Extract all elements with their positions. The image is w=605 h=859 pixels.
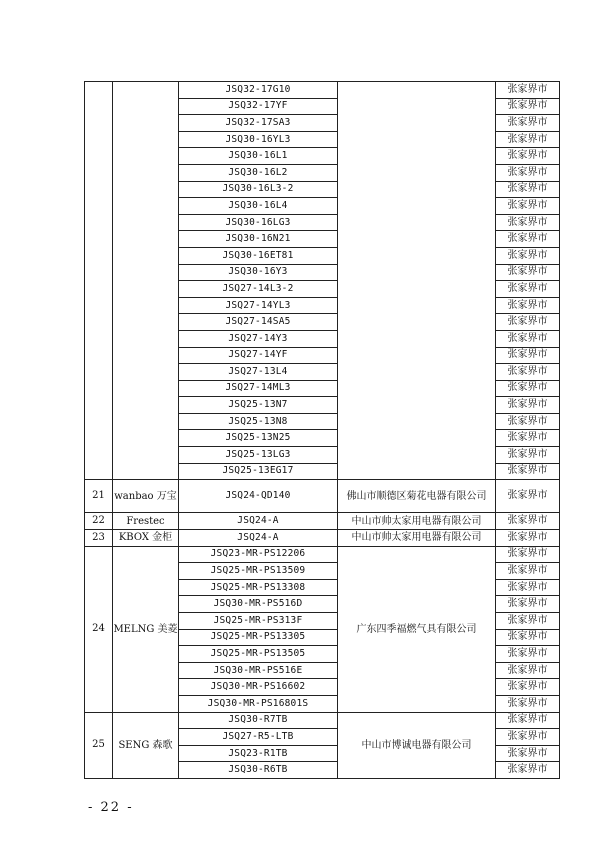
table-row — [85, 480, 560, 513]
model-cell: JSQ25-13LG3 — [179, 447, 338, 464]
model-cell: JSQ25-MR-PS313F — [179, 613, 338, 630]
model-cell: JSQ24-A — [179, 530, 338, 547]
model-cell: JSQ32-17SA3 — [179, 115, 338, 132]
manufacturer-cell: 佛山市顺德区菊花电器有限公司 — [338, 480, 496, 513]
area-cell: 张家界市 — [496, 330, 560, 347]
area-cell: 张家界市 — [496, 762, 560, 779]
brand-cell: MELNG 美菱 — [113, 546, 179, 712]
area-cell: 张家界市 — [496, 729, 560, 746]
row-number-cell: 21 — [85, 480, 113, 513]
area-cell: 张家界市 — [496, 164, 560, 181]
model-cell: JSQ30-16ET81 — [179, 247, 338, 264]
manufacturer-cell: 广东四季福燃气具有限公司 — [338, 546, 496, 712]
area-cell: 张家界市 — [496, 82, 560, 99]
area-cell: 张家界市 — [496, 646, 560, 663]
area-cell: 张家界市 — [496, 247, 560, 264]
row-number-cell — [85, 82, 113, 480]
area-cell: 张家界市 — [496, 231, 560, 248]
manufacturer-cell: 中山市帅太家用电器有限公司 — [338, 530, 496, 547]
brand-cell: wanbao 万宝 — [113, 480, 179, 513]
area-cell: 张家界市 — [496, 695, 560, 712]
area-cell: 张家界市 — [496, 181, 560, 198]
model-cell: JSQ25-13N8 — [179, 413, 338, 430]
model-cell: JSQ30-16L2 — [179, 164, 338, 181]
model-cell: JSQ30-16LG3 — [179, 214, 338, 231]
page-number: - 22 - — [88, 800, 134, 815]
area-cell: 张家界市 — [496, 546, 560, 563]
area-cell: 张家界市 — [496, 281, 560, 298]
area-cell: 张家界市 — [496, 596, 560, 613]
model-cell: JSQ23-R1TB — [179, 745, 338, 762]
area-cell: 张家界市 — [496, 430, 560, 447]
model-cell: JSQ30-MR-PS16602 — [179, 679, 338, 696]
area-cell: 张家界市 — [496, 380, 560, 397]
area-cell: 张家界市 — [496, 198, 560, 215]
model-cell: JSQ30-16L4 — [179, 198, 338, 215]
area-cell: 张家界市 — [496, 629, 560, 646]
brand-cell: KBOX 金柜 — [113, 530, 179, 547]
model-cell: JSQ25-MR-PS13308 — [179, 579, 338, 596]
model-cell: JSQ32-17YF — [179, 98, 338, 115]
area-cell: 张家界市 — [496, 662, 560, 679]
model-cell: JSQ30-R6TB — [179, 762, 338, 779]
model-cell: JSQ25-13N25 — [179, 430, 338, 447]
model-cell: JSQ27-14YL3 — [179, 297, 338, 314]
area-cell: 张家界市 — [496, 314, 560, 331]
model-cell: JSQ24-A — [179, 513, 338, 530]
area-cell: 张家界市 — [496, 297, 560, 314]
row-number-cell: 23 — [85, 530, 113, 547]
model-cell: JSQ30-16N21 — [179, 231, 338, 248]
area-cell: 张家界市 — [496, 480, 560, 513]
area-cell: 张家界市 — [496, 364, 560, 381]
area-cell: 张家界市 — [496, 264, 560, 281]
model-cell: JSQ30-16L3-2 — [179, 181, 338, 198]
model-cell: JSQ27-R5-LTB — [179, 729, 338, 746]
model-cell: JSQ27-13L4 — [179, 364, 338, 381]
row-number-cell: 25 — [85, 712, 113, 778]
brand-cell: Frestec — [113, 513, 179, 530]
area-cell: 张家界市 — [496, 579, 560, 596]
model-cell: JSQ24-QD140 — [179, 480, 338, 513]
model-cell: JSQ30-R7TB — [179, 712, 338, 729]
manufacturer-cell: 中山市帅太家用电器有限公司 — [338, 513, 496, 530]
area-cell: 张家界市 — [496, 347, 560, 364]
area-cell: 张家界市 — [496, 98, 560, 115]
model-cell: JSQ30-MR-PS516E — [179, 662, 338, 679]
manufacturer-cell: 中山市博诚电器有限公司 — [338, 712, 496, 778]
table-row — [85, 530, 560, 547]
manufacturer-cell — [338, 82, 496, 480]
area-cell: 张家界市 — [496, 131, 560, 148]
product-table-body — [85, 82, 560, 779]
area-cell: 张家界市 — [496, 745, 560, 762]
model-cell: JSQ25-13EG17 — [179, 463, 338, 480]
area-cell: 张家界市 — [496, 679, 560, 696]
area-cell: 张家界市 — [496, 447, 560, 464]
area-cell: 张家界市 — [496, 397, 560, 414]
model-cell: JSQ30-MR-PS516D — [179, 596, 338, 613]
area-cell: 张家界市 — [496, 413, 560, 430]
model-cell: JSQ25-MR-PS13505 — [179, 646, 338, 663]
model-cell: JSQ27-14ML3 — [179, 380, 338, 397]
model-cell: JSQ27-14Y3 — [179, 330, 338, 347]
area-cell: 张家界市 — [496, 115, 560, 132]
row-number-cell: 24 — [85, 546, 113, 712]
table-row — [85, 712, 560, 729]
model-cell: JSQ23-MR-PS12206 — [179, 546, 338, 563]
model-cell: JSQ30-16Y3 — [179, 264, 338, 281]
model-cell: JSQ25-13N7 — [179, 397, 338, 414]
area-cell: 张家界市 — [496, 214, 560, 231]
area-cell: 张家界市 — [496, 513, 560, 530]
area-cell: 张家界市 — [496, 148, 560, 165]
model-cell: JSQ30-MR-PS16801S — [179, 695, 338, 712]
model-cell: JSQ27-14SA5 — [179, 314, 338, 331]
model-cell: JSQ27-14YF — [179, 347, 338, 364]
table-row — [85, 82, 560, 99]
table-row — [85, 513, 560, 530]
model-cell: JSQ25-MR-PS13509 — [179, 563, 338, 580]
row-number-cell: 22 — [85, 513, 113, 530]
model-cell: JSQ30-16L1 — [179, 148, 338, 165]
area-cell: 张家界市 — [496, 613, 560, 630]
area-cell: 张家界市 — [496, 530, 560, 547]
model-cell: JSQ27-14L3-2 — [179, 281, 338, 298]
table-row — [85, 546, 560, 563]
model-cell: JSQ30-16YL3 — [179, 131, 338, 148]
area-cell: 张家界市 — [496, 563, 560, 580]
area-cell: 张家界市 — [496, 463, 560, 480]
model-cell: JSQ25-MR-PS13305 — [179, 629, 338, 646]
area-cell: 张家界市 — [496, 712, 560, 729]
product-table — [84, 81, 560, 779]
model-cell: JSQ32-17G10 — [179, 82, 338, 99]
brand-cell — [113, 82, 179, 480]
brand-cell: SENG 森歌 — [113, 712, 179, 778]
